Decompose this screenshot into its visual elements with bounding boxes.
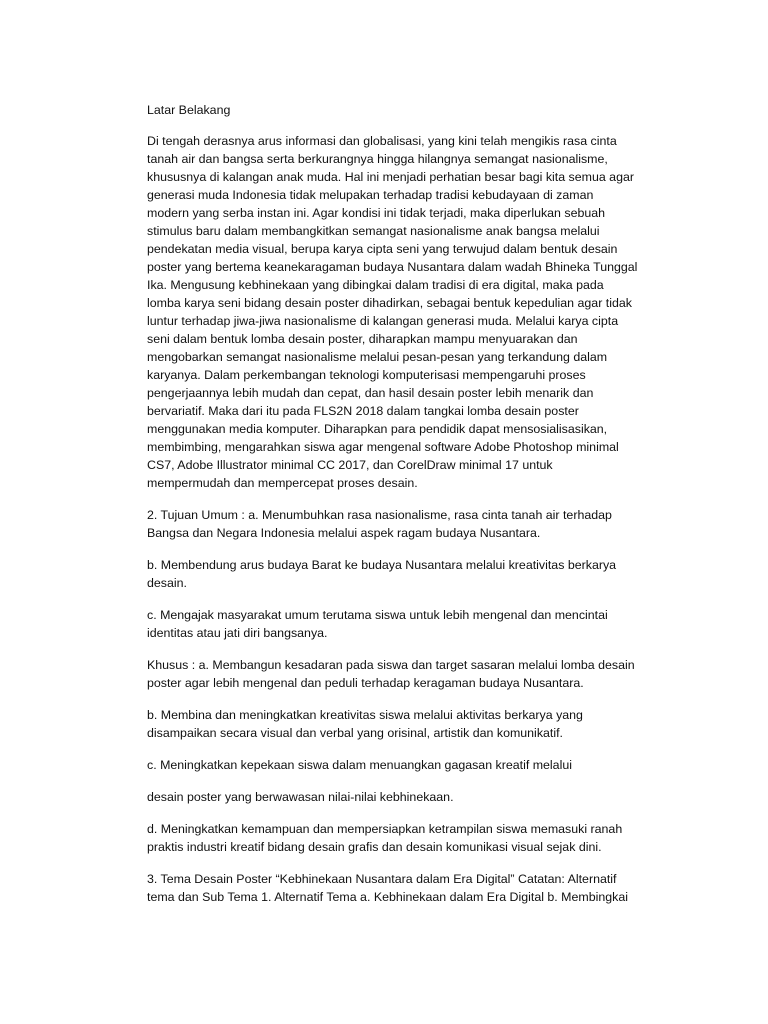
heading-text: Latar Belakang [147,103,231,117]
text-line: karyanya. Dalam perkembangan teknologi komputerisasi mempengaruhi proses [147,368,586,382]
body-paragraph [147,756,659,774]
text-line: mengobarkan semangat nasionalisme melalui pesan-pesan yang terkandung dalam [147,350,608,364]
text-line: d. Meningkatkan kemampuan dan mempersiapkan ketrampilan siswa memasuki ranah [147,822,623,836]
text-line: c. Meningkatkan kepekaan siswa dalam menuangkan gagasan kreatif melalui [147,758,572,772]
text-line: khususnya di kalangan anak muda. Hal ini menjadi perhatian besar bagi kita semua agar [147,170,634,184]
text-line: pengerjaannya lebih mudah dan cepat, dan hasil desain poster lebih menarik dan [147,386,594,400]
body-paragraph [147,132,659,492]
text-line: 2. Tujuan Umum : a. Menumbuhkan rasa nasionalisme, rasa cinta tanah air terhadap [147,508,612,522]
text-line: bervariatif. Maka dari itu pada FLS2N 2018 dalam tangkai lomba desain poster [147,404,579,418]
text-line: identitas atau jati diri bangsanya. [147,626,328,640]
body-paragraph [147,706,659,742]
text-line: praktis industri kreatif bidang desain grafis dan desain komunikasi visual sejak dini. [147,840,602,854]
text-line: b. Membina dan meningkatkan kreativitas siswa melalui aktivitas berkarya yang [147,708,583,722]
document-body [147,132,659,906]
body-paragraph [147,606,659,642]
text-line: lomba karya seni bidang desain poster dihadirkan, sebagai bentuk kepedulian agar tidak [147,296,632,310]
document-page [147,101,659,920]
body-paragraph [147,870,659,906]
body-paragraph [147,820,659,856]
text-line: stimulus baru dalam membangkitkan semangat nasionalisme anak bangsa melalui [147,224,600,238]
text-line: disampaikan secara visual dan verbal yang orisinal, artistik dan komunikatif. [147,726,563,740]
text-line: poster agar lebih mengenal dan peduli terhadap keragaman budaya Nusantara. [147,676,584,690]
text-line: modern yang serba instan ini. Agar kondisi ini tidak terjadi, maka diperlukan sebuah [147,206,606,220]
body-paragraph [147,506,659,542]
text-line: desain. [147,576,187,590]
text-line: menggunakan media komputer. Diharapkan para pendidik dapat mensosialisasikan, [147,422,608,436]
text-line: tanah air dan bangsa serta berkurangnya hingga hilangnya semangat nasionalisme, [147,152,608,166]
text-line: pendekatan media visual, berupa karya cipta seni yang terwujud dalam bentuk desain [147,242,618,256]
body-paragraph [147,788,659,806]
text-line: seni dalam bentuk lomba desain poster, diharapkan mampu menyuarakan dan [147,332,578,346]
text-line: desain poster yang berwawasan nilai-nilai kebhinekaan. [147,790,454,804]
text-line: b. Membendung arus budaya Barat ke budaya Nusantara melalui kreativitas berkarya [147,558,617,572]
document-heading [147,101,659,119]
text-line: Di tengah derasnya arus informasi dan globalisasi, yang kini telah mengikis rasa cinta [147,134,617,148]
body-paragraph [147,656,659,692]
text-line: Bangsa dan Negara Indonesia melalui aspek ragam budaya Nusantara. [147,526,541,540]
text-line: luntur terhadap jiwa-jiwa nasionalisme di kalangan generasi muda. Melalui karya cipta [147,314,619,328]
text-line: Ika. Mengusung kebhinekaan yang dibingkai dalam tradisi di era digital, maka pada [147,278,604,292]
text-line: 3. Tema Desain Poster “Kebhinekaan Nusantara dalam Era Digital” Catatan: Alternatif [147,872,617,886]
text-line: mempermudah dan mempercepat proses desain. [147,476,418,490]
text-line: tema dan Sub Tema 1. Alternatif Tema a. Kebhinekaan dalam Era Digital b. Membingkai [147,890,628,904]
body-paragraph [147,556,659,592]
text-line: poster yang bertema keanekaragaman budaya Nusantara dalam wadah Bhineka Tunggal [147,260,638,274]
text-line: membimbing, mengarahkan siswa agar mengenal software Adobe Photoshop minimal [147,440,619,454]
text-line: c. Mengajak masyarakat umum terutama siswa untuk lebih mengenal dan mencintai [147,608,608,622]
text-line: CS7, Adobe Illustrator minimal CC 2017, dan CorelDraw minimal 17 untuk [147,458,553,472]
text-line: generasi muda Indonesia tidak melupakan terhadap tradisi kebudayaan di zaman [147,188,594,202]
text-line: Khusus : a. Membangun kesadaran pada siswa dan target sasaran melalui lomba desain [147,658,635,672]
